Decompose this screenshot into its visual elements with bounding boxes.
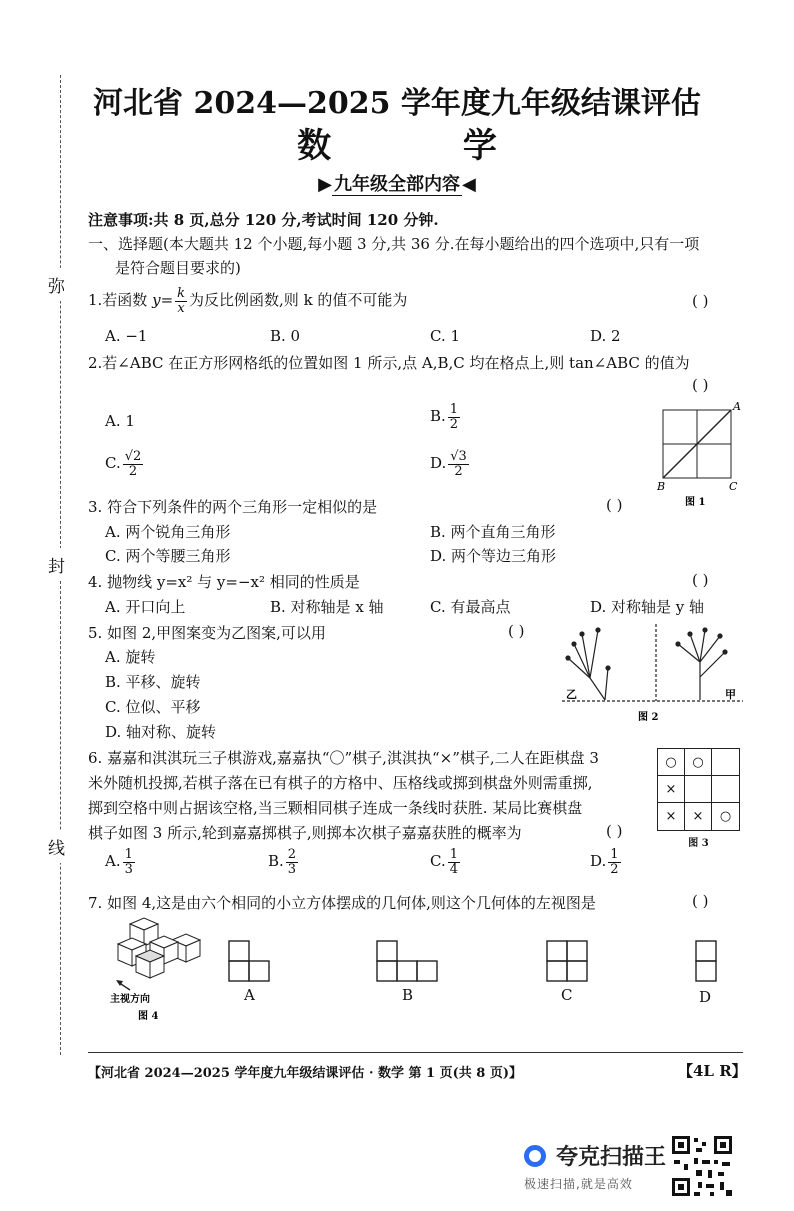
fig3-caption: 图 3 [688,838,709,849]
q4-option-c: C. 有最高点 [430,598,511,616]
q3-option-d: D. 两个等边三角形 [430,547,557,565]
q3-option-a: A. 两个锐角三角形 [105,523,231,541]
q1-fraction [175,287,187,315]
q1-option-a: A. −1 [105,327,148,345]
q4-answer-paren: ( ) [692,571,709,589]
q2-option-c-den: 2 [128,463,138,479]
question-7: 7. 如图 4,这是由六个相同的小立方体摆成的几何体,则这个几何体的左视图是 [88,894,596,912]
q6-option-d-label: D. [590,852,607,871]
q3-option-c: C. 两个等腰三角形 [105,547,231,565]
q7-option-b-label: B [402,986,414,1004]
q2-option-c-frac [123,450,144,478]
footer-rule [88,1052,743,1053]
question-1 [88,287,407,315]
fig2-label-yi: 乙 [566,688,577,701]
qr-code-icon [670,1134,734,1198]
scope-text: 九年级全部内容 [334,174,460,195]
q6-option-d-den: 2 [610,861,619,877]
question-6-line-4: 棋子如图 3 所示,轮到嘉嘉掷棋子,则掷本次棋子嘉嘉获胜的概率为 [88,824,522,842]
q3-option-b: B. 两个直角三角形 [430,523,556,541]
figure-3-board [657,748,740,849]
board-cell: × [658,776,685,803]
watermark-brand: 夸克扫描王 [556,1145,667,1170]
q7-option-c-label: C [561,986,573,1004]
q5-option-c: C. 位似、平移 [105,698,201,716]
q1-option-c: C. 1 [430,327,461,345]
figure-2-trees [560,622,745,727]
question-6-line-3: 掷到空格中则占据该空格,当三颗相同棋子连成一条线时获胜. 某局比赛棋盘 [88,799,583,817]
fig2-label-jia: 甲 [725,688,736,701]
margin-label-feng: 封 [48,548,65,581]
board-cell: ○ [685,749,712,776]
question-6-line-2: 米外随机投掷,若棋子落在已有棋子的方格中、压格线或掷到棋盘外则需重掷, [88,774,593,792]
board-cell: × [658,803,685,830]
q2-option-d-den: 2 [454,463,463,479]
q2-option-b-num: 1 [449,402,459,417]
scope-banner [0,170,794,196]
margin-label-xian: 线 [48,830,65,863]
q7-option-a-label: A [244,986,255,1004]
q2-option-d [430,450,471,478]
q2-option-c-num: √2 [124,449,142,464]
q6-option-d [590,848,623,876]
q6-option-a-den: 3 [124,861,133,877]
section1-heading: 一、选择题(本大题共 12 个小题,每小题 3 分,共 36 分.在每小题给出的四个选项中,只有一项 [88,235,700,253]
q6-option-c-num: 1 [449,847,458,862]
q7-view-b [376,940,440,984]
fig2-caption: 图 2 [638,712,659,723]
question-5: 5. 如图 2,甲图案变为乙图案,可以用 [88,624,326,642]
board-cell [712,749,739,776]
exam-notes: 注意事项:共 8 页,总分 120 分,考试时间 120 分钟. [88,211,439,229]
q6-option-a-label: A. [105,852,121,871]
q7-view-d [695,940,719,984]
board-cell: ○ [719,809,732,824]
q6-answer-paren: ( ) [606,822,623,840]
triangle-left-icon: ◀ [462,174,476,195]
scanner-watermark [524,1140,666,1192]
triangle-right-icon: ▶ [318,174,332,195]
q2-option-d-frac [448,450,469,478]
q5-option-a: A. 旋转 [105,648,156,666]
quark-logo-icon [524,1145,546,1167]
q2-option-b-frac [448,403,460,431]
board-cell [712,776,739,803]
exam-title: 河北省 2024—2025 学年度九年级结课评估 [93,86,701,121]
q6-option-a-num: 1 [124,847,133,862]
q2-answer-paren: ( ) [692,376,709,394]
fig1-point-b: B [657,480,666,493]
q6-option-c-den: 4 [449,861,458,877]
q6-option-b [268,848,300,876]
footer-left: 【河北省 2024—2025 学年度九年级结课评估 · 数学 第 1 页(共 8 页)】 [88,1066,523,1081]
q2-option-c [105,450,145,478]
q1-answer-paren: ( ) [692,292,709,310]
watermark-slogan: 极速扫描,就是高效 [524,1177,633,1191]
q6-option-b-den: 3 [287,861,297,877]
q7-option-d-label: D [699,988,712,1006]
q1-option-b: B. 0 [270,327,301,345]
question-4: 4. 抛物线 y=x² 与 y=−x² 相同的性质是 [88,573,360,591]
q6-option-c [430,848,462,876]
figure-1-grid [655,400,745,510]
board-cell: × [685,803,712,830]
q6-option-c-frac [448,848,460,876]
section1-heading-cont: 是符合题目要求的) [115,259,241,277]
q6-option-a-frac [123,848,135,876]
fig1-caption: 图 1 [685,497,706,508]
footer-right: 【4L R】 [678,1062,747,1080]
q2-option-b [430,403,462,431]
q6-option-c-label: C. [430,852,446,871]
subject-title: 数 学 [297,126,557,166]
margin-label-mi: 弥 [48,268,65,301]
q6-option-d-frac [608,848,620,876]
q6-option-d-num: 1 [610,847,619,862]
q7-view-c [546,940,590,984]
q2-option-b-den: 2 [449,416,459,432]
q4-option-b: B. 对称轴是 x 轴 [270,598,384,616]
fig4-caption: 图 4 [138,1011,159,1022]
q2-option-a: A. 1 [105,412,135,430]
q1-fn-y: y= [152,291,174,310]
board-cell: ○ [658,749,685,776]
q1-option-d: D. 2 [590,327,621,345]
board-cell [685,776,712,803]
q6-option-b-frac [286,848,298,876]
q1-fraction-num: k [177,286,186,301]
q1-fraction-den: x [177,300,185,316]
q2-option-c-label: C. [105,454,121,473]
q2-option-d-num: √3 [450,449,467,464]
q4-option-a: A. 开口向上 [105,598,186,616]
question-2: 2.若∠ABC 在正方形网格纸的位置如图 1 所示,点 A,B,C 均在格点上,则 tan∠ABC 的值为 [88,354,690,372]
q1-suffix: 为反比例函数,则 k 的值不可能为 [189,291,408,310]
q2-option-b-label: B. [430,407,446,426]
q3-answer-paren: ( ) [606,496,623,514]
fig1-point-c: C [729,480,738,493]
q6-option-b-num: 2 [287,847,297,862]
q5-option-b: B. 平移、旋转 [105,673,201,691]
q5-option-d: D. 轴对称、旋转 [105,723,217,741]
q1-prefix: 1.若函数 [88,291,153,310]
q4-option-d: D. 对称轴是 y 轴 [590,598,705,616]
q7-view-a [228,940,272,984]
q7-answer-paren: ( ) [692,892,709,910]
fig1-point-a: A [733,400,741,413]
q6-option-a [105,848,137,876]
figure-4-cubes [108,916,208,1026]
q6-option-b-label: B. [268,852,284,871]
question-6-line-1: 6. 嘉嘉和淇淇玩三子棋游戏,嘉嘉执“〇”棋子,淇淇执“×”棋子,二人在距棋盘 3 [88,749,599,767]
q5-answer-paren: ( ) [508,622,525,640]
question-3: 3. 符合下列条件的两个三角形一定相似的是 [88,498,378,516]
fig4-view-direction: 主视方向 [110,994,150,1005]
q2-option-d-label: D. [430,454,447,473]
